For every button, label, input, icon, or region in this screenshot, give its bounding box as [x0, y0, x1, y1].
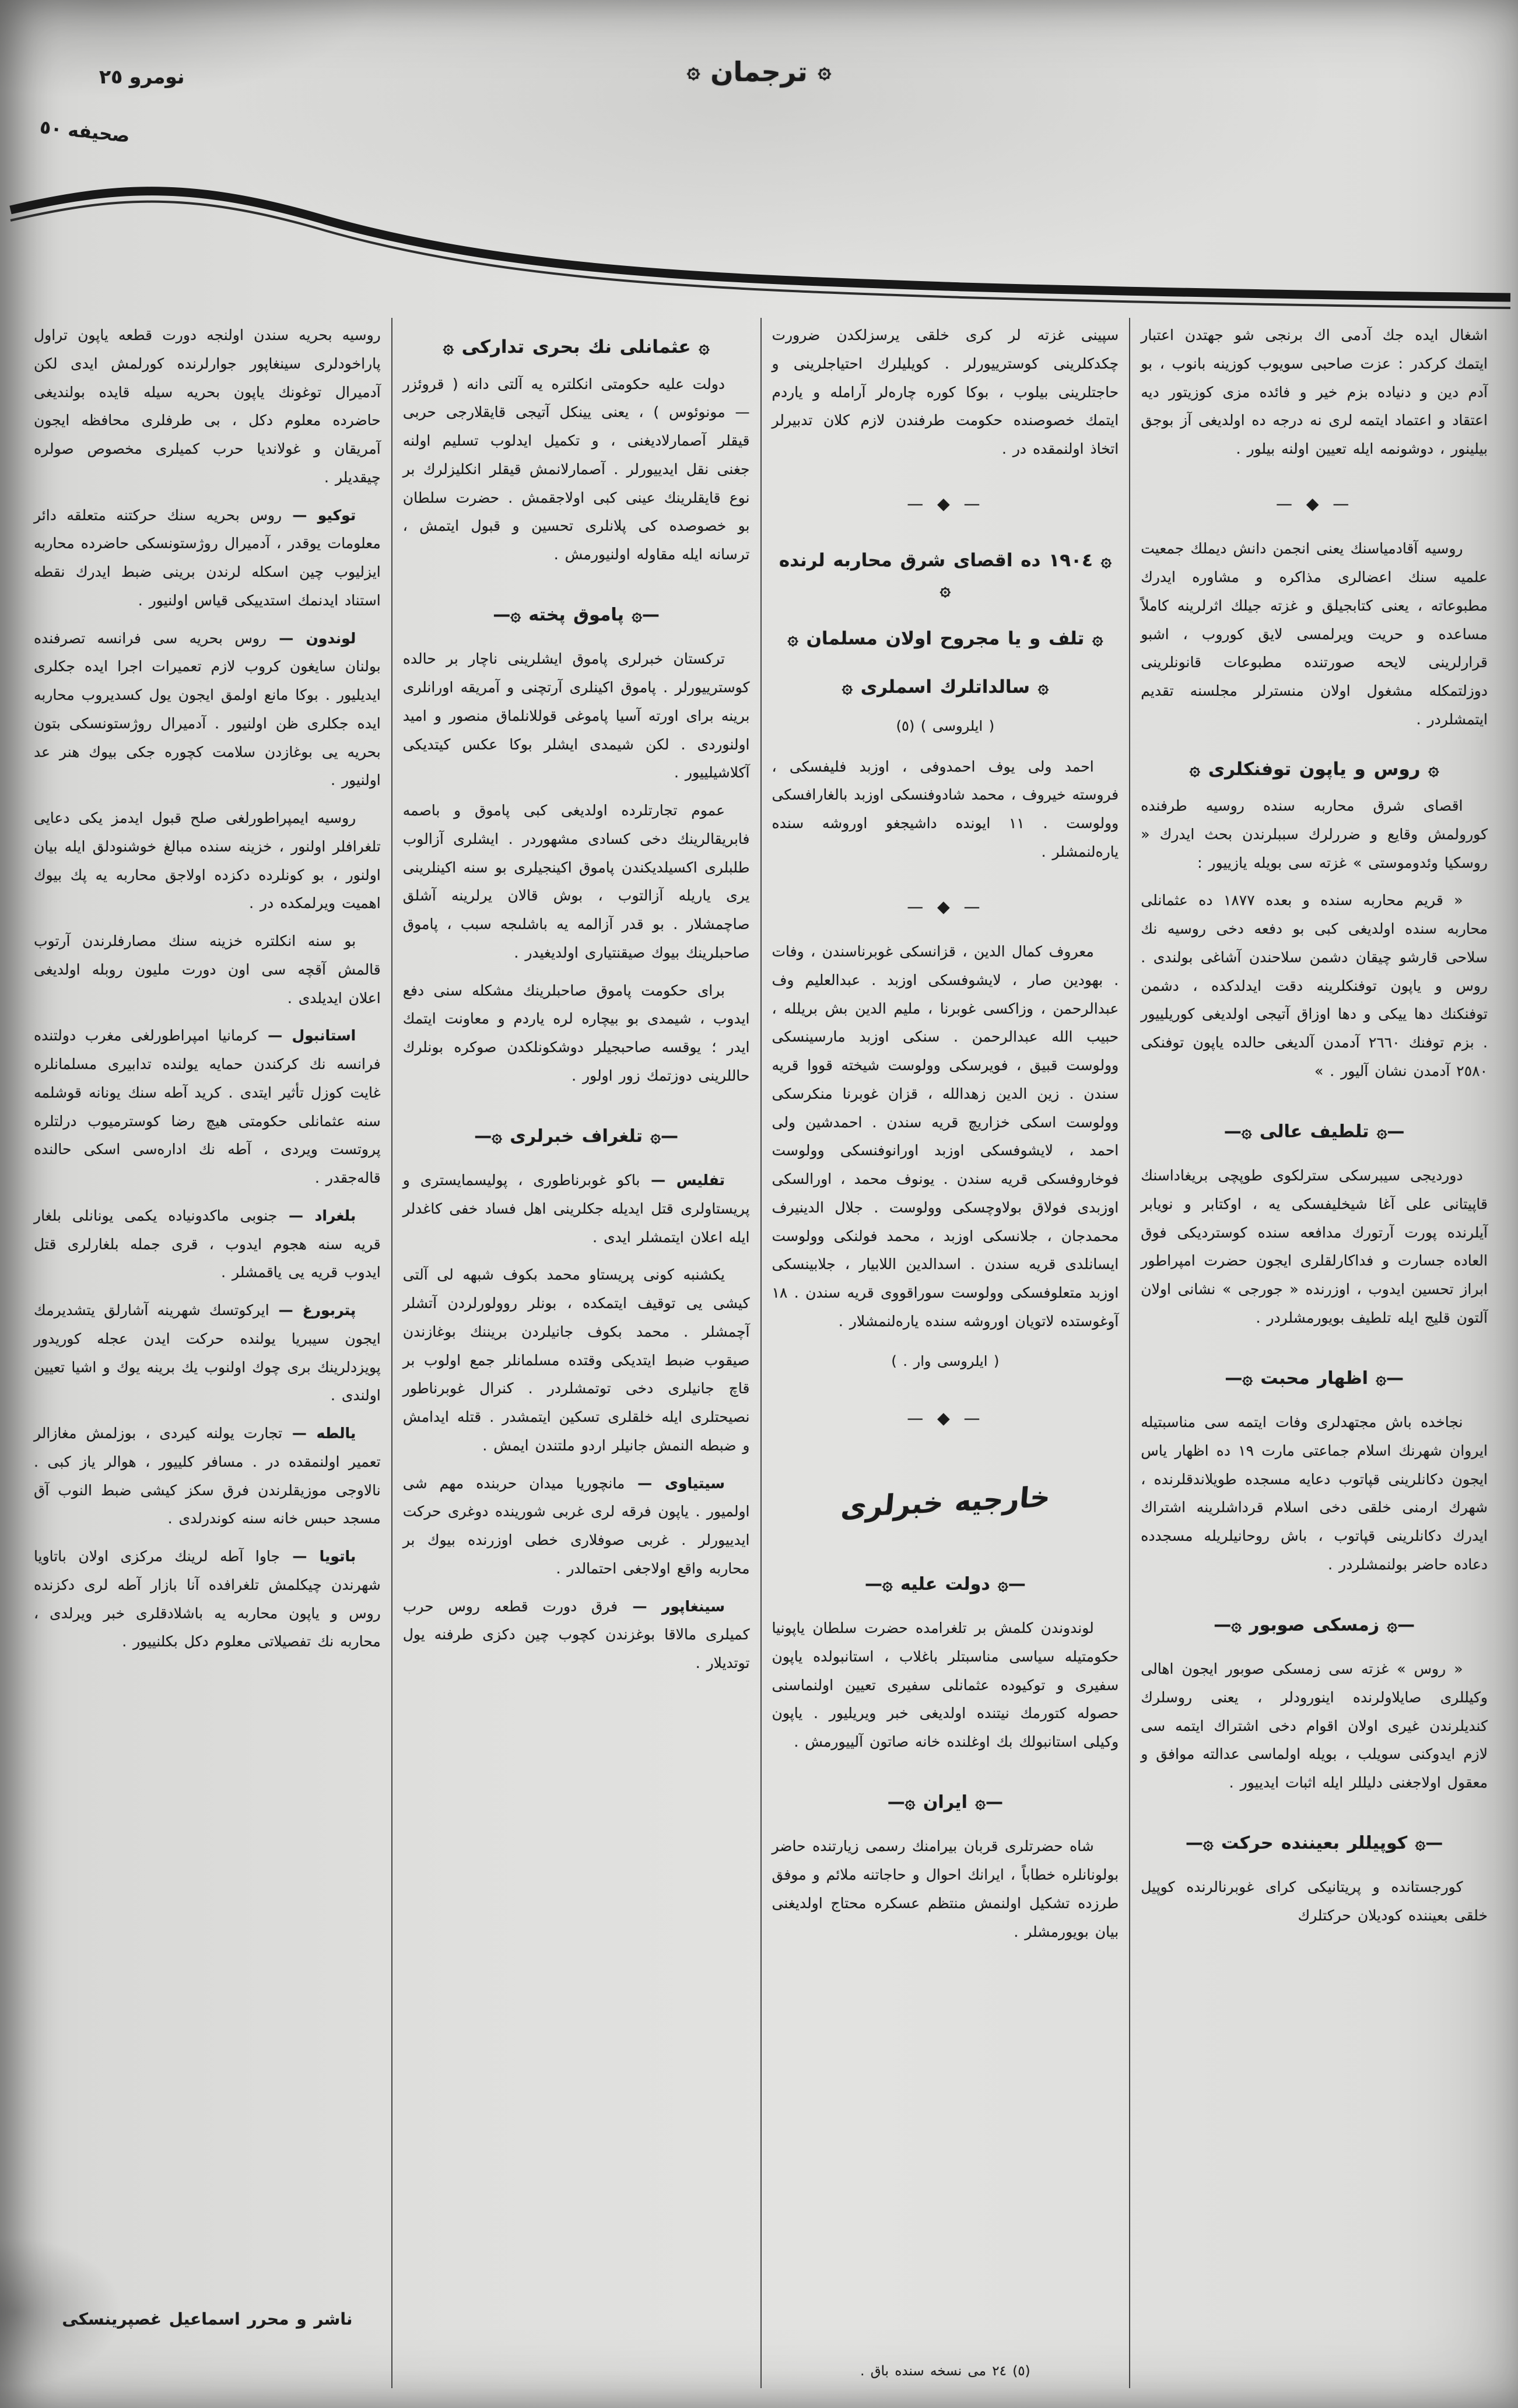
- article-headline: —۞ اظهار محبت ۞—: [1225, 1368, 1404, 1389]
- dateline: باتويا —: [280, 1548, 356, 1565]
- paragraph: احمد ولى يوف احمدوفى ، اوزبد فليفسكى ، فروسته خيروف ، محمد شادوفنسكى اوزبد بالغارافسكى وولوست . ١١ ايونده داشيجغو اوروشه سنده يارەلنمشلر .: [772, 758, 1119, 860]
- article-headline: ۞ تلف و يا مجروح اولان مسلمان ۞: [787, 628, 1103, 649]
- article-headline: —۞ تلطيف عالى ۞—: [1223, 1121, 1405, 1142]
- paragraph: توكيو — روس بحريه سنك حركتنه متعلقه دائر معلومات يوقدر ، آدميرال روژستونسكى حاضرده محاربه ايزليوب چين اسكله لرندن برينى ضبط ايدرك نقطه استناد ايدنمك استدييكى قياس اولنيور .: [34, 506, 381, 609]
- dateline: تفليس —: [640, 1172, 725, 1189]
- column-3: [391, 318, 760, 2388]
- publisher-signature: ناشر و محرر اسماعيل غصپرينسكى: [62, 2309, 353, 2329]
- paragraph: لوندون — روس بحريه سى فرانسه تصرفنده بولنان سايغون كروب لازم تعميرات اجرا ايده جكلرى ايديليور . بوكا مانع اولمق ايجون يول كسديروب محاربه ايده جكلرى ظن اولنيور . آدميرال روژستونسكى بتون بحريه يى بوغازدن سلامت كچوره جكى بيوك هنر عد اولنيور .: [34, 629, 381, 789]
- paragraph: پتربورغ — ايركوتسك شهرينه آشارلق يتشديرمك ايجون سيبريا يولنده حركت ايدن عجله كوريدور پويزدلرينك برى چوك اولنوب يك برينه يوك و اشيا تعيين اولندى .: [34, 1302, 381, 1404]
- paragraph: بو سنه انكلتره خزينه سنك مصارفلرندن آرتوب قالمش آقچه سى اون دورت مليون روبله اولديغى اعلان ايديلدى .: [34, 933, 381, 1007]
- column-1: [1129, 318, 1498, 2388]
- article-headline: —۞ تلغراف خبرلرى ۞—: [474, 1126, 678, 1147]
- page-header: [0, 0, 1518, 303]
- divider-ornament: — ◆ —: [907, 1408, 984, 1428]
- dateline: لوندون —: [267, 629, 356, 647]
- paragraph: اشغال ايده جك آدمى اك برنجى شو جهتدن اعتبار ايتمك كركدر : عزت صاحبى سويوب كوزينه بانوب ، بو آدم دين و دنياده بزم خير و فائده مزى كوزيتور ديه اعتقاد و اعتماد ايتمه لرى نه درجه ده اولديغى آز بوجق بيلينور ، دوشونمه ايله تعيين اولنه بيلور .: [1141, 327, 1488, 457]
- paragraph: كورجستانده و پريتانيكى كراى غوبرنالرنده كوپيل خلقى بعيننده كوديلان حركتلرك: [1141, 1878, 1488, 1925]
- page-number-label: صحيفه ٥٠: [38, 117, 131, 147]
- dateline: سينغاپور —: [618, 1597, 725, 1615]
- dateline: سيتياوى —: [625, 1474, 725, 1492]
- footnote: (٥) ٢٤ مى نسخه سنده باق .: [860, 2364, 1030, 2379]
- paragraph: « روس » غزته سى زمسكى صوبور ايجون اهالى وكيللرى صايلاولرنده اينورودلر ، يعنى روسلرك كنديلرندن غيرى اولان اقوام دخى اشتراك ايتمه سى لازم ايدوكنى سويلب ، بويله اولماسى عدالته موافق و معقول اولاجغنى دليللر ايله اثبات ايدييور .: [1141, 1660, 1488, 1792]
- paragraph: روسيه آقادمياسنك يعنى انجمن دانش ديملك جمعيت علميه سنك اعضالرى مذاكره و مشاوره ايدرك مطبوعاته ، يعنى كتابجيلق و غزته جيلك اثرلرينه كاملاً مساعده و حريت ويرلمسى لايق كوروب ، اشبو قرارلرينى لايحه صورتنده مطبوعات قانونلرينى دوزلتمكله مشغول اولان منسترلر مجلسنه تقديم ايتمشلردر .: [1141, 540, 1488, 728]
- dateline: استانبول —: [258, 1027, 356, 1044]
- paragraph: معروف كمال الدين ، قزانسكى غوبرناسندن ، وفات . بهودين صار ، لايشوفسكى اوزبد . عبدالعليم وف عبدالرحمن ، وزاكسى غوبرنا ، مليم الدين بش بريلله ، حبيب الله عبدالرحمن . سنكى اوزبد مارسينسكى وولوست قبيق ، فويرسكى وولوست شيخته قووا قريه سندن . زين الدين زهدالله ، قزان غوبرنا منكرسكى وولوست اسكى خزاريچ قريه سندن . احمدشين ولى احمد ، لايشوفسكى اوزبد اورانوفنسكى وولوست فوخاروفسكى قريه سندن . يونوف محمد ، اورالسكى اوزبدى فولاق بولاوچسكى وولوست . جلال الدينيرف محمدجان ، جلانسكى اوزبد ، محمد فولنكى وولوست ايسانلدى قريه سندن . اسدالدين اللابيار ، جلابينسكى اوزبد متعلوفسكى وولوست سوراقووى قريه سندن . ١٨ آوغوستده لاتويان اوروشه سنده يارەلنمشلار .: [772, 943, 1119, 1330]
- paragraph: باتويا — جاوا آطه لرينك مركزى اولان باتاويا شهرندن چيكلمش تلغرافده آنا بازار آطه لرى دكزنده روس و ياپون محاربه يه باشلادقلرى خبر ويرلدى ، محاربه نك تفصيلاتى معلوم دكل بكلنييور .: [34, 1548, 381, 1650]
- dateline: توكيو —: [282, 506, 356, 524]
- column-4: [23, 318, 391, 2388]
- article-headline: ۞ روس و ياپون توفنكلرى ۞: [1189, 758, 1439, 780]
- dateline: يالطه —: [282, 1425, 356, 1442]
- article-headline: ۞ ١٩٠٤ ده اقصاى شرق محاربه لرنده ۞: [779, 550, 1112, 600]
- columns: [23, 318, 1498, 2388]
- divider-ornament: — ◆ —: [1275, 493, 1353, 513]
- article-headline: ۞ عثمانلى نك بحرى تداركى ۞: [443, 337, 710, 357]
- paragraph: سيتياوى — مانچوريا ميدان حربنده مهم شى اولميور . ياپون فرقه لرى غربى شورينده دوغرى حركت ايدييورلر . غربى صوفلارى خطى اوزرنده بيوك بر محاربه واقع اولاجغى احتمالدر .: [402, 1474, 750, 1577]
- paragraph: اقصاى شرق محاربه سنده روسيه طرفنده كورولمش وقايع و ضررلرك سببلرندن بحث ايدرك « روسكيا وئدوموستى » غزته سى بويله يازييور :: [1141, 797, 1488, 871]
- paragraph: بلغراد — جنوبى ماكدونياده يكمى يونانلى بلغار قريه سنه هجوم ايدوب ، قرى جمله بلغارلرى قتل ايدوب قريه يى ياقمشلر .: [34, 1207, 381, 1281]
- paragraph: دولت عليه حكومتى انكلتره يه آلتى دانه ( قروئزر — مونوئوس ) ، يعنى يينكل آتيجى قايقلارجى حربى قيقلر آصمارلاديغنى ، و تكميل ايدلوب تسليم اولنه جغنى نقل ايدييورلر . آصمارلانمش قيقلر انكليزلرك بر نوع قايقلرينك عينى كبى اولاجقمش . حضرت سلطان بو خصوصده كى پلانلرى تحسين و قبول ايتمش ، ترسانه ايله مقاوله اولنيورمش .: [402, 375, 750, 563]
- paragraph: تركستان خبرلرى پاموق ايشلرينى ناچار بر حالده كوسترييورلر . پاموق اكينلرى آرتچنى و آمريقه اورانلرى برينه براى اورته آسيا پاموغى قوللانلماق منصور و اميد اولنوردى . لكن شيمدى ايشلر بوكا عكس كيتديكى آكلاشيلييور .: [402, 650, 750, 781]
- article-headline: —۞ ايران ۞—: [887, 1792, 1003, 1813]
- paragraph: نجاخده باش مجتهدلرى وفات ايتمه سى مناسبتيله ايروان شهرنك اسلام جماعتى مارت ١٩ ده اظهار ياس ايجون دكانلرينى قپاتوب دعايه مسجده طويلاندقلرنده ، شهرك ارمنى خلقى دخى اسلام قرداشلرينه اشتراك ايدرك دكانلرينى قپاتوب ، باش روحانيلريله مسجدده دعاده حاضر بولنمشلردر .: [1141, 1414, 1488, 1573]
- paragraph: روسيه بحريه سندن اولنجه دورت قطعه ياپون تراول پاراخودلرى سينغاپور جوارلرنده كورلمش ايدى لكن آدميرال توغونك ياپون بحريه سيله قايده بولنديغى حاضرده معلوم دكل ، بى طرفلرى محافظه ايجون آمريقان و غولانديا حرب كميلرى مخصوص صولره چيقديلر .: [34, 327, 381, 486]
- paragraph: دورديجى سيبرسكى سترلكوى طوپچى بريغاداسنك قاپيتانى على آغا شيخليفسكى يه ، اوكتابر و نويابر آيلرنده پورت آرتورك مدافعه سنده كوستردیكى فوق العاده جسارت و فداكارلقلرى ايجون حضرت امپراطور ابراز تحسين ايدوب ، اوزرنده « جورجى » نشانى اولان آلتون قليج ايله تلطيف بويورمشلردر .: [1141, 1167, 1488, 1326]
- masthead-text: ترجمان: [710, 56, 808, 87]
- article-headline: —۞ زمسكى صوبور ۞—: [1214, 1614, 1415, 1635]
- paragraph: روسيه ايمپراطورلغى صلح قبول ايدمز يكى دعايى تلغرافلر اولنور ، خزينه سنده مبالغ خوشنودلق ايله بيان اولنور ، بو كونلرده دكزده اولاجق محاربه يه پك بيوك اهميت ويرلمكده در .: [34, 809, 381, 912]
- dateline: پتربورغ —: [269, 1302, 356, 1319]
- paragraph: سپينى غزته لر كرى خلقى يرسزلكدن ضرورت چكدكلرينى كوسترييورلر . كويليلرك احتياجلرينى و حاجتلرينى بيلوب ، بوكا كوره چارەلر آرامله و ياردم ايتمك خصوصنده حكومت طرفندن لازم كلان تدبيرلر اتخاذ اولنمقده در .: [772, 327, 1119, 457]
- subheading: ( ايلروسى وار . ): [891, 1352, 1000, 1369]
- column-2: [760, 318, 1130, 2388]
- divider-ornament: — ◆ —: [907, 896, 984, 916]
- issue-number-label: نومرو ٢٥: [99, 65, 185, 88]
- paragraph: استانبول — كرمانيا امپراطورلغى مغرب دولتنده فرانسه نك كركندن حمايه يولنده تدابيرى مسلمانلره غايت كوزل تأثير ايتدى . كريد آطه سنك يونانه قوشلمه سنه عثمانلى حكومتى هيچ رضا كوسترميوب درلتلره پروتست ويردى ، آطه نك ادارەسى اسكى حالنده قالەجقدر .: [34, 1027, 381, 1186]
- dateline: بلغراد —: [277, 1207, 356, 1224]
- paragraph: سينغاپور — فرق دورت قطعه روس حرب كميلرى مالاقا بوغزندن كچوب چين دكزى طرفنه يول توتديلار .: [402, 1597, 750, 1672]
- masthead-ornament-icon: ۞: [687, 57, 700, 83]
- masthead-rule: [0, 175, 1518, 327]
- article-headline: —۞ دولت عليه ۞—: [865, 1573, 1026, 1594]
- divider-ornament: — ◆ —: [907, 493, 984, 513]
- masthead-ornament-icon: ۞: [818, 57, 831, 83]
- section-heading: خارجيه خبرلرى: [839, 1480, 1051, 1524]
- paragraph: تفليس — باكو غوبرناطورى ، پوليسمايسترى و پريستاولرى قتل ايديله جكلرينى اهل فساد خفى كاغدلر ايله اعلان ايتمشلر ايدى .: [402, 1172, 750, 1246]
- paragraph: يالطه — تجارت يولنه كيردى ، بوزلمش مغازالر تعمير اولنمقده در . مسافر كلييور ، هوالر ياز كبى . نالاوجى موزيقلرندن فرق سكز كيشى ضبط النوب آق مسجد حبس خانه سنه كوندرلدى .: [34, 1425, 381, 1527]
- paragraph: شاه حضرتلرى قربان بيرامنك رسمى زيارتنده حاضر بولونانلره خطاباً ، ايرانك احوال و حاجاتنه ملائم و موفق طرزده تشكيل اولنمش منتظم عسكره محتاج اولديغنى بيان بويورمشلر .: [772, 1838, 1119, 1940]
- paragraph: لوندوندن كلمش بر تلغرامده حضرت سلطان ياپونيا حكومتيله سياسى مناسبتلر باغلاب ، استانبولده ياپون سفيرى و توكيوده عثمانلى سفيرى تعيين اولنماسنى حصوله كتورمك نيتنده اولديغى خبر ويريليور . ياپون وكيلى استانبولك بك اوغلنده خانه صاتون آلييورمش .: [772, 1620, 1119, 1751]
- article-headline: —۞ پاموق پخته ۞—: [493, 604, 660, 625]
- paragraph: براى حكومت پاموق صاحبلرينك مشكلە سنى دفع ايدوب ، شيمدى بو بيچاره لره ياردم و معاونت ايتمك ايدر ؛ يوقسه صاحبجيلر دوشكونلكدن صوكره بونلرك حاللرينى دوزتمك زور اولور .: [402, 982, 750, 1084]
- article-headline: ۞ سالداتلرك اسملرى ۞: [842, 677, 1049, 698]
- paragraph: « قريم محاربه سنده و بعده ١٨٧٧ ده عثمانلى محاربه سنده اولديغى كبى بو دفعه دخى روسيه نك سلاحى قارشو چيقان دشمن سلاحندن آشاغى بولندى . روس و ياپون توفنكلرينه دقت ايدلدكده ، دشمن توفنكنك دها ييكى و دها اوزاق آتيجى اولديغى كوريلييور . بزم توفنك ٢٦٦٠ آدمدن آلديغى حالده ياپون توفنكى ٢٥٨٠ آدمدن نشان آليور . »: [1141, 892, 1488, 1079]
- paragraph: عموم تجارتلرده اولديغى كبى پاموق و باصمه فابريقالرينك دخى كسادى مشهوردر . ايشلرى آزالوب طلبلرى اكسيلديكندن پاموق اكينجيلرى بو سنه اكينلرينى يرى ياريله آزالتوب ، بوش قالان يرلرينه آشلق صاچمشلار . بو قدر آزالمه يه باشلىجه سبب ، پاموق صاحبلرينك بيوك صيقنتيارى اولديغيدر .: [402, 802, 750, 961]
- subheading: ( ايلروسى ) (٥): [896, 717, 995, 734]
- article-headline: —۞ كوپيللر بعيننده حركت ۞—: [1185, 1832, 1443, 1853]
- masthead-title: [0, 56, 1518, 87]
- paragraph: يكشنبه كونى پريستاو محمد بكوف شبهه لى آلتى كيشى يى توقيف ايتمكده ، بونلر روولورلردن آتشلر آچمشلر . محمد بكوف جانيلردن بريننك بوغازندن صيقوب ضبط ايتديكى وقتده مسلمانلر جمع اولوب بر قاچ جانيلرى دخى توتمشلردر . كنرال غوبرناطور نصيحتلرى ايله خلقلرى تسكين ايتمشدر . قتله ايدامش و ضبطه النمش جانيلر اردو ملتندن ايمش .: [402, 1266, 750, 1454]
